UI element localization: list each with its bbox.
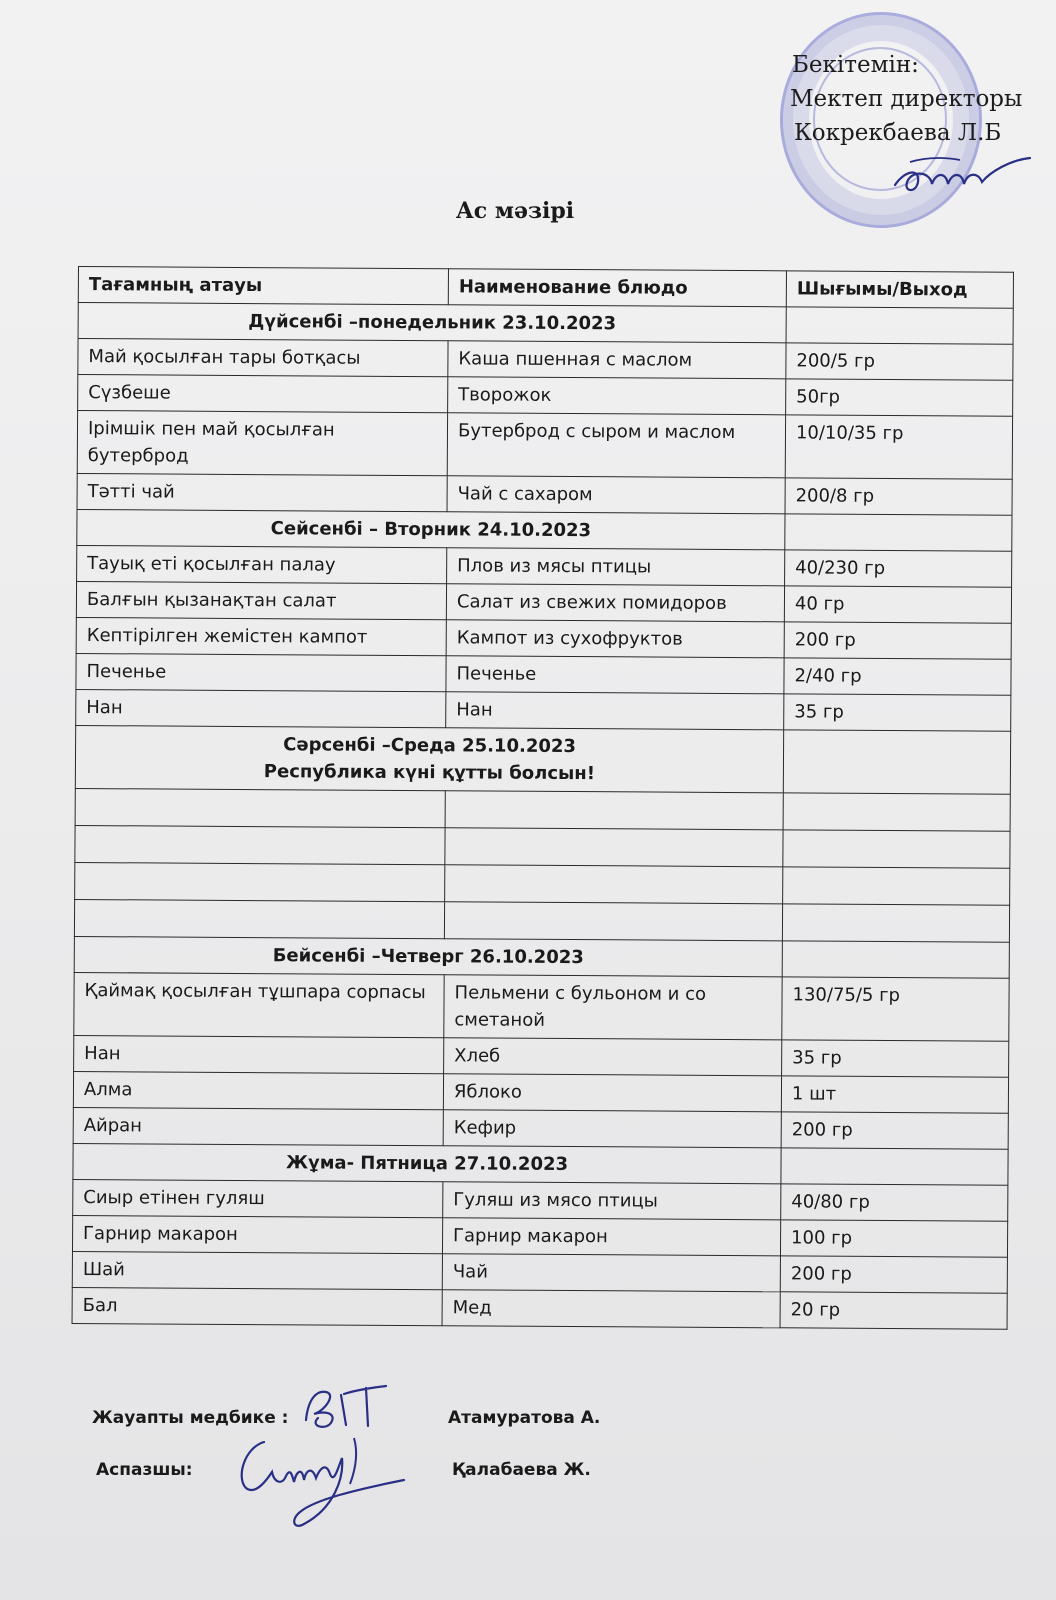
table-cell: Хлеб <box>444 1038 782 1076</box>
header-row <box>78 267 1013 309</box>
day-heading-row <box>77 509 1012 551</box>
day-name: Дүйсенбі –понедельник 23.10.2023 <box>248 311 617 335</box>
cook-label: Аспазшы: <box>96 1460 193 1480</box>
table-cell <box>445 865 783 904</box>
nurse-name: Атамуратова А. <box>448 1408 601 1428</box>
table-row <box>73 1107 1008 1149</box>
table-cell: Яблоко <box>443 1074 781 1112</box>
table-cell <box>445 828 783 867</box>
table-cell: 10/10/35 гр <box>785 415 1012 479</box>
table-cell: Ірімшік пен май қосылған бутерброд <box>77 411 447 476</box>
page-title: Ас мәзірі <box>455 198 575 224</box>
table-cell: Мед <box>442 1290 780 1328</box>
day-heading-blank <box>785 514 1012 551</box>
table-row <box>73 1071 1008 1113</box>
table-row <box>78 375 1013 417</box>
approval-line-1: Бекітемін: <box>792 52 919 78</box>
table-cell <box>75 825 445 864</box>
table-row <box>74 1035 1009 1077</box>
nurse-label: Жауапты медбике : <box>92 1408 289 1428</box>
table-cell: Бал <box>72 1287 442 1325</box>
day-heading <box>73 1143 781 1183</box>
approval-block <box>790 48 1022 150</box>
table-cell: 2/40 гр <box>784 658 1011 695</box>
table-row <box>74 972 1009 1041</box>
table-cell: Чай <box>442 1254 780 1292</box>
table-cell: Печенье <box>76 653 446 691</box>
table-cell: 200/5 гр <box>786 343 1013 380</box>
table-cell: 130/75/5 гр <box>782 977 1009 1041</box>
day-heading-row <box>75 725 1010 794</box>
table-cell <box>445 791 783 830</box>
table-cell: Кептірілген жемістен кампот <box>76 617 446 655</box>
cook-name: Қалабаева Ж. <box>452 1460 591 1480</box>
table-row <box>78 339 1013 381</box>
day-heading-blank <box>786 307 1013 344</box>
table-row <box>77 473 1012 515</box>
table-cell <box>783 867 1010 905</box>
table-cell: Каша пшенная с маслом <box>448 341 786 379</box>
table-cell: Шай <box>72 1251 442 1289</box>
table-cell <box>75 862 445 901</box>
day-heading-blank <box>782 941 1009 978</box>
table-row <box>75 788 1010 831</box>
table-cell: 200 гр <box>784 622 1011 659</box>
day-subtitle: Республика күні құтты болсын! <box>263 761 596 785</box>
table-cell: Гарнир макарон <box>442 1218 780 1256</box>
table-cell: 200 гр <box>780 1256 1007 1293</box>
table-row <box>77 411 1012 480</box>
cook-signature <box>234 1428 414 1538</box>
table-cell: Тауық еті қосылған палау <box>77 545 447 583</box>
table-cell: Салат из свежих помидоров <box>446 584 784 622</box>
table-cell <box>782 904 1009 942</box>
table-cell: 1 шт <box>781 1076 1008 1113</box>
table-cell: Гарнир макарон <box>72 1215 442 1253</box>
table-cell: Нан <box>446 692 784 730</box>
table-cell: Сүзбеше <box>78 375 448 413</box>
column-header: Наименование блюдо <box>448 269 786 307</box>
day-name: Сейсенбі – Вторник 24.10.2023 <box>270 518 592 542</box>
approval-line-2: Мектеп директоры <box>790 86 1023 112</box>
table-row <box>77 545 1012 587</box>
table-cell: Нан <box>74 1035 444 1073</box>
table-row <box>76 617 1011 659</box>
table-cell: 100 гр <box>780 1220 1007 1257</box>
table-cell: 35 гр <box>784 694 1011 731</box>
table-cell: Алма <box>73 1071 443 1109</box>
day-heading <box>75 725 783 792</box>
table-row <box>72 1215 1007 1257</box>
day-heading-row <box>73 1143 1008 1185</box>
table-cell: Чай с сахаром <box>447 476 785 514</box>
day-heading <box>78 303 786 343</box>
table-row <box>75 825 1010 868</box>
table-cell: Нан <box>76 689 446 727</box>
table-cell: 50гр <box>786 379 1013 416</box>
table-cell: 200/8 гр <box>785 478 1012 515</box>
table-cell: 40 гр <box>784 586 1011 623</box>
day-name: Сәрсенбі –Среда 25.10.2023 <box>283 734 577 758</box>
table-cell: Балғын қызанақтан салат <box>76 581 446 619</box>
day-heading-row <box>74 936 1009 978</box>
table-cell: 40/80 гр <box>781 1184 1008 1221</box>
day-heading <box>74 936 782 976</box>
table-cell <box>75 788 445 827</box>
day-heading <box>77 509 785 549</box>
table-cell <box>783 830 1010 868</box>
table-row <box>72 1251 1007 1293</box>
table-cell: Кампот из сухофруктов <box>446 620 784 658</box>
column-header: Шығымы/Выход <box>786 271 1013 308</box>
table-cell <box>444 902 782 941</box>
table-cell: Тәтті чай <box>77 473 447 511</box>
table-cell: Қаймақ қосылған тұшпара сорпасы <box>74 972 444 1037</box>
table-cell: Кефир <box>443 1110 781 1148</box>
table-row <box>76 653 1011 695</box>
column-header: Тағамның атауы <box>78 267 448 305</box>
table-cell: Плов из мясы птицы <box>447 548 785 586</box>
table-cell: Печенье <box>446 656 784 694</box>
table-row <box>76 689 1011 731</box>
day-heading-blank <box>783 730 1010 794</box>
table-cell: 40/230 гр <box>785 550 1012 587</box>
table-cell: Сиыр етінен гуляш <box>73 1179 443 1217</box>
table-cell: 35 гр <box>782 1040 1009 1077</box>
table-cell: Бутерброд с сыром и маслом <box>447 413 785 478</box>
day-heading-blank <box>781 1148 1008 1185</box>
table-cell <box>74 899 444 938</box>
table-row <box>76 581 1011 623</box>
day-name: Жұма- Пятница 27.10.2023 <box>285 1152 569 1176</box>
table-row <box>74 899 1009 942</box>
table-cell: Пельмени с бульоном и со сметаной <box>444 975 782 1040</box>
table-cell: Айран <box>73 1107 443 1145</box>
menu-table <box>72 266 1014 1330</box>
day-name: Бейсенбі –Четверг 26.10.2023 <box>272 945 584 969</box>
approval-line-3: Кокрекбаева Л.Б <box>794 120 1002 146</box>
table-cell <box>783 793 1010 831</box>
table-row <box>72 1287 1007 1329</box>
table-cell: 200 гр <box>781 1112 1008 1149</box>
table-cell: Гуляш из мясо птицы <box>443 1182 781 1220</box>
table-cell: Творожок <box>448 377 786 415</box>
table-row <box>75 862 1010 905</box>
table-row <box>73 1179 1008 1221</box>
table-cell: Май қосылған тары ботқасы <box>78 339 448 377</box>
day-heading-row <box>78 303 1013 345</box>
table-cell: 20 гр <box>780 1292 1007 1329</box>
